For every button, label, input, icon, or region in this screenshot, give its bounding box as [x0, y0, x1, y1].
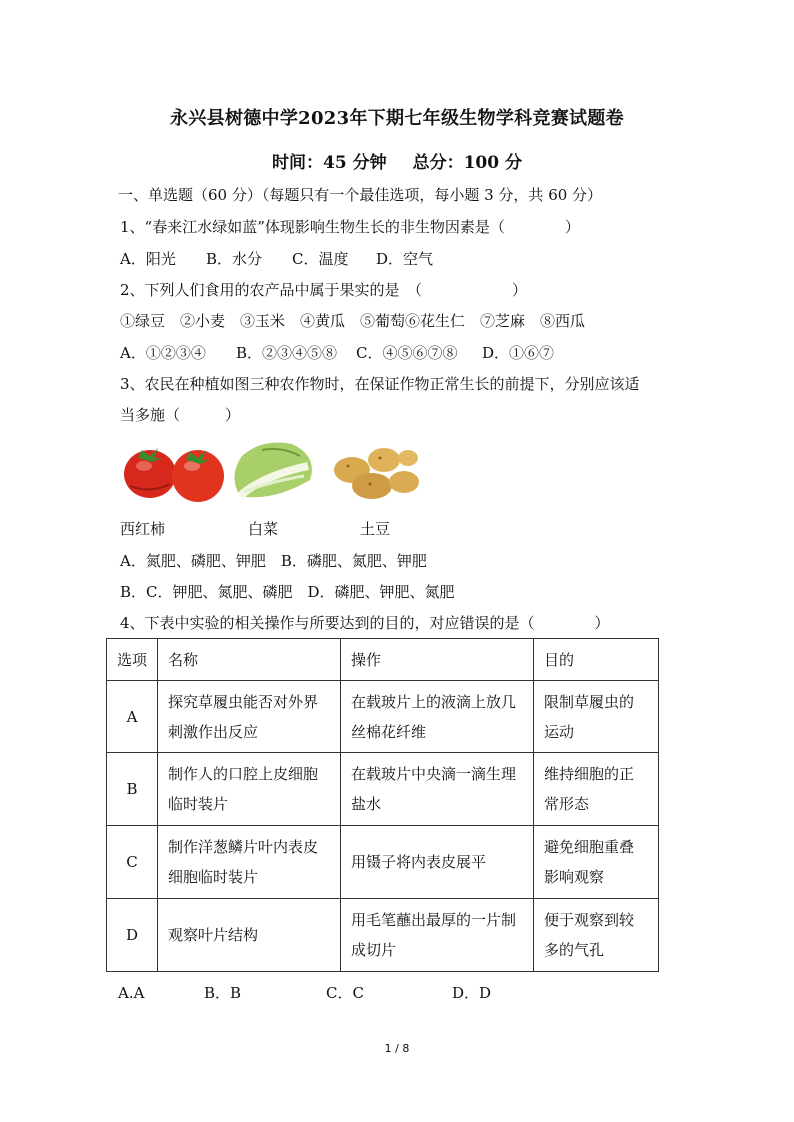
table-cell: B — [107, 753, 158, 826]
question-3-options-line1: A．氮肥、磷肥、钾肥 B．磷肥、氮肥、钾肥 — [120, 552, 427, 570]
exam-meta — [0, 148, 794, 173]
q1-option-c: C．温度 — [292, 250, 349, 268]
q2-option-c: C．④⑤⑥⑦⑧ — [356, 344, 458, 362]
label-cabbage: 白菜 — [248, 520, 279, 538]
table-header-cell: 选项 — [107, 639, 158, 681]
table-cell: 制作洋葱鳞片叶内表皮细胞临时装片 — [158, 826, 341, 899]
question-4-table — [106, 638, 659, 972]
section-heading: 一、单选题（60 分）（每题只有一个最佳选项，每小题 3 分，共 60 分） — [118, 186, 603, 204]
table-cell: 探究草履虫能否对外界刺激作出反应 — [158, 681, 341, 753]
tomato-image — [124, 448, 224, 502]
question-1-options — [120, 248, 433, 269]
table-cell: 用镊子将内表皮展平 — [341, 826, 534, 899]
q2-option-a: A．①②③④ — [120, 344, 206, 362]
table-header-cell: 名称 — [158, 639, 341, 681]
question-4-text: 4、下表中实验的相关操作与所要达到的目的，对应错误的是（ ） — [120, 614, 610, 632]
table-cell: C — [107, 826, 158, 899]
q4-option-d: D．D — [452, 984, 492, 1002]
q4-option-c: C．C — [326, 984, 364, 1002]
table-cell: 用毛笔蘸出最厚的一片制成切片 — [341, 899, 534, 972]
q1-option-d: D．空气 — [376, 250, 434, 268]
q1-option-b: B．水分 — [206, 250, 263, 268]
table-cell: A — [107, 681, 158, 753]
q4-option-a: A.A — [118, 984, 145, 1002]
table-row — [107, 899, 659, 972]
table-cell: D — [107, 899, 158, 972]
table-row — [107, 753, 659, 826]
label-tomato: 西红柿 — [120, 520, 166, 538]
question-2-text: 2、下列人们食用的农产品中属于果实的是 （ ） — [120, 281, 528, 299]
page-number: 1 / 8 — [384, 1042, 410, 1055]
q4-option-b: B．B — [204, 984, 242, 1002]
crop-images — [122, 436, 422, 504]
table-cell: 在载玻片上的液滴上放几丝棉花纤维 — [341, 681, 534, 753]
question-3-options-line2: B．C．钾肥、氮肥、磷肥 D．磷肥、钾肥、氮肥 — [120, 583, 455, 601]
exam-total-score: 总分：100 分 — [412, 153, 522, 173]
question-4-options — [118, 982, 491, 1003]
table-row — [107, 681, 659, 753]
table-cell: 制作人的口腔上皮细胞临时装片 — [158, 753, 341, 826]
table-cell: 在载玻片中央滴一滴生理盐水 — [341, 753, 534, 826]
table-cell: 便于观察到较多的气孔 — [534, 899, 659, 972]
question-2-options — [120, 342, 554, 363]
table-cell: 避免细胞重叠影响观察 — [534, 826, 659, 899]
table-cell: 维持细胞的正常形态 — [534, 753, 659, 826]
label-potato: 土豆 — [360, 520, 391, 538]
page-title: 永兴县树德中学2023年下期七年级生物学科竞赛试题卷 — [170, 108, 624, 129]
exam-time: 时间：45 分钟 — [272, 153, 387, 173]
q1-option-a: A．阳光 — [120, 250, 176, 268]
table-header-cell: 目的 — [534, 639, 659, 681]
question-2-items: ①绿豆 ②小麦 ③玉米 ④黄瓜 ⑤葡萄⑥花生仁 ⑦芝麻 ⑧西瓜 — [120, 312, 586, 330]
table-row — [107, 826, 659, 899]
question-3-text-line2: 当多施（ ） — [120, 406, 241, 424]
table-header-cell: 操作 — [341, 639, 534, 681]
potato-image — [334, 448, 419, 499]
q2-option-b: B．②③④⑤⑧ — [236, 344, 338, 362]
table-cell: 限制草履虫的运动 — [534, 681, 659, 753]
question-1-text: 1、“春来江水绿如蓝”体现影响生物生长的非生物因素是（ ） — [120, 218, 580, 236]
cabbage-image — [234, 443, 311, 498]
q2-option-d: D．①⑥⑦ — [482, 344, 555, 362]
table-cell: 观察叶片结构 — [158, 899, 341, 972]
table-header-row — [107, 639, 659, 681]
question-3-text-line1: 3、农民在种植如图三种农作物时，在保证作物正常生长的前提下，分别应该适 — [120, 375, 640, 393]
